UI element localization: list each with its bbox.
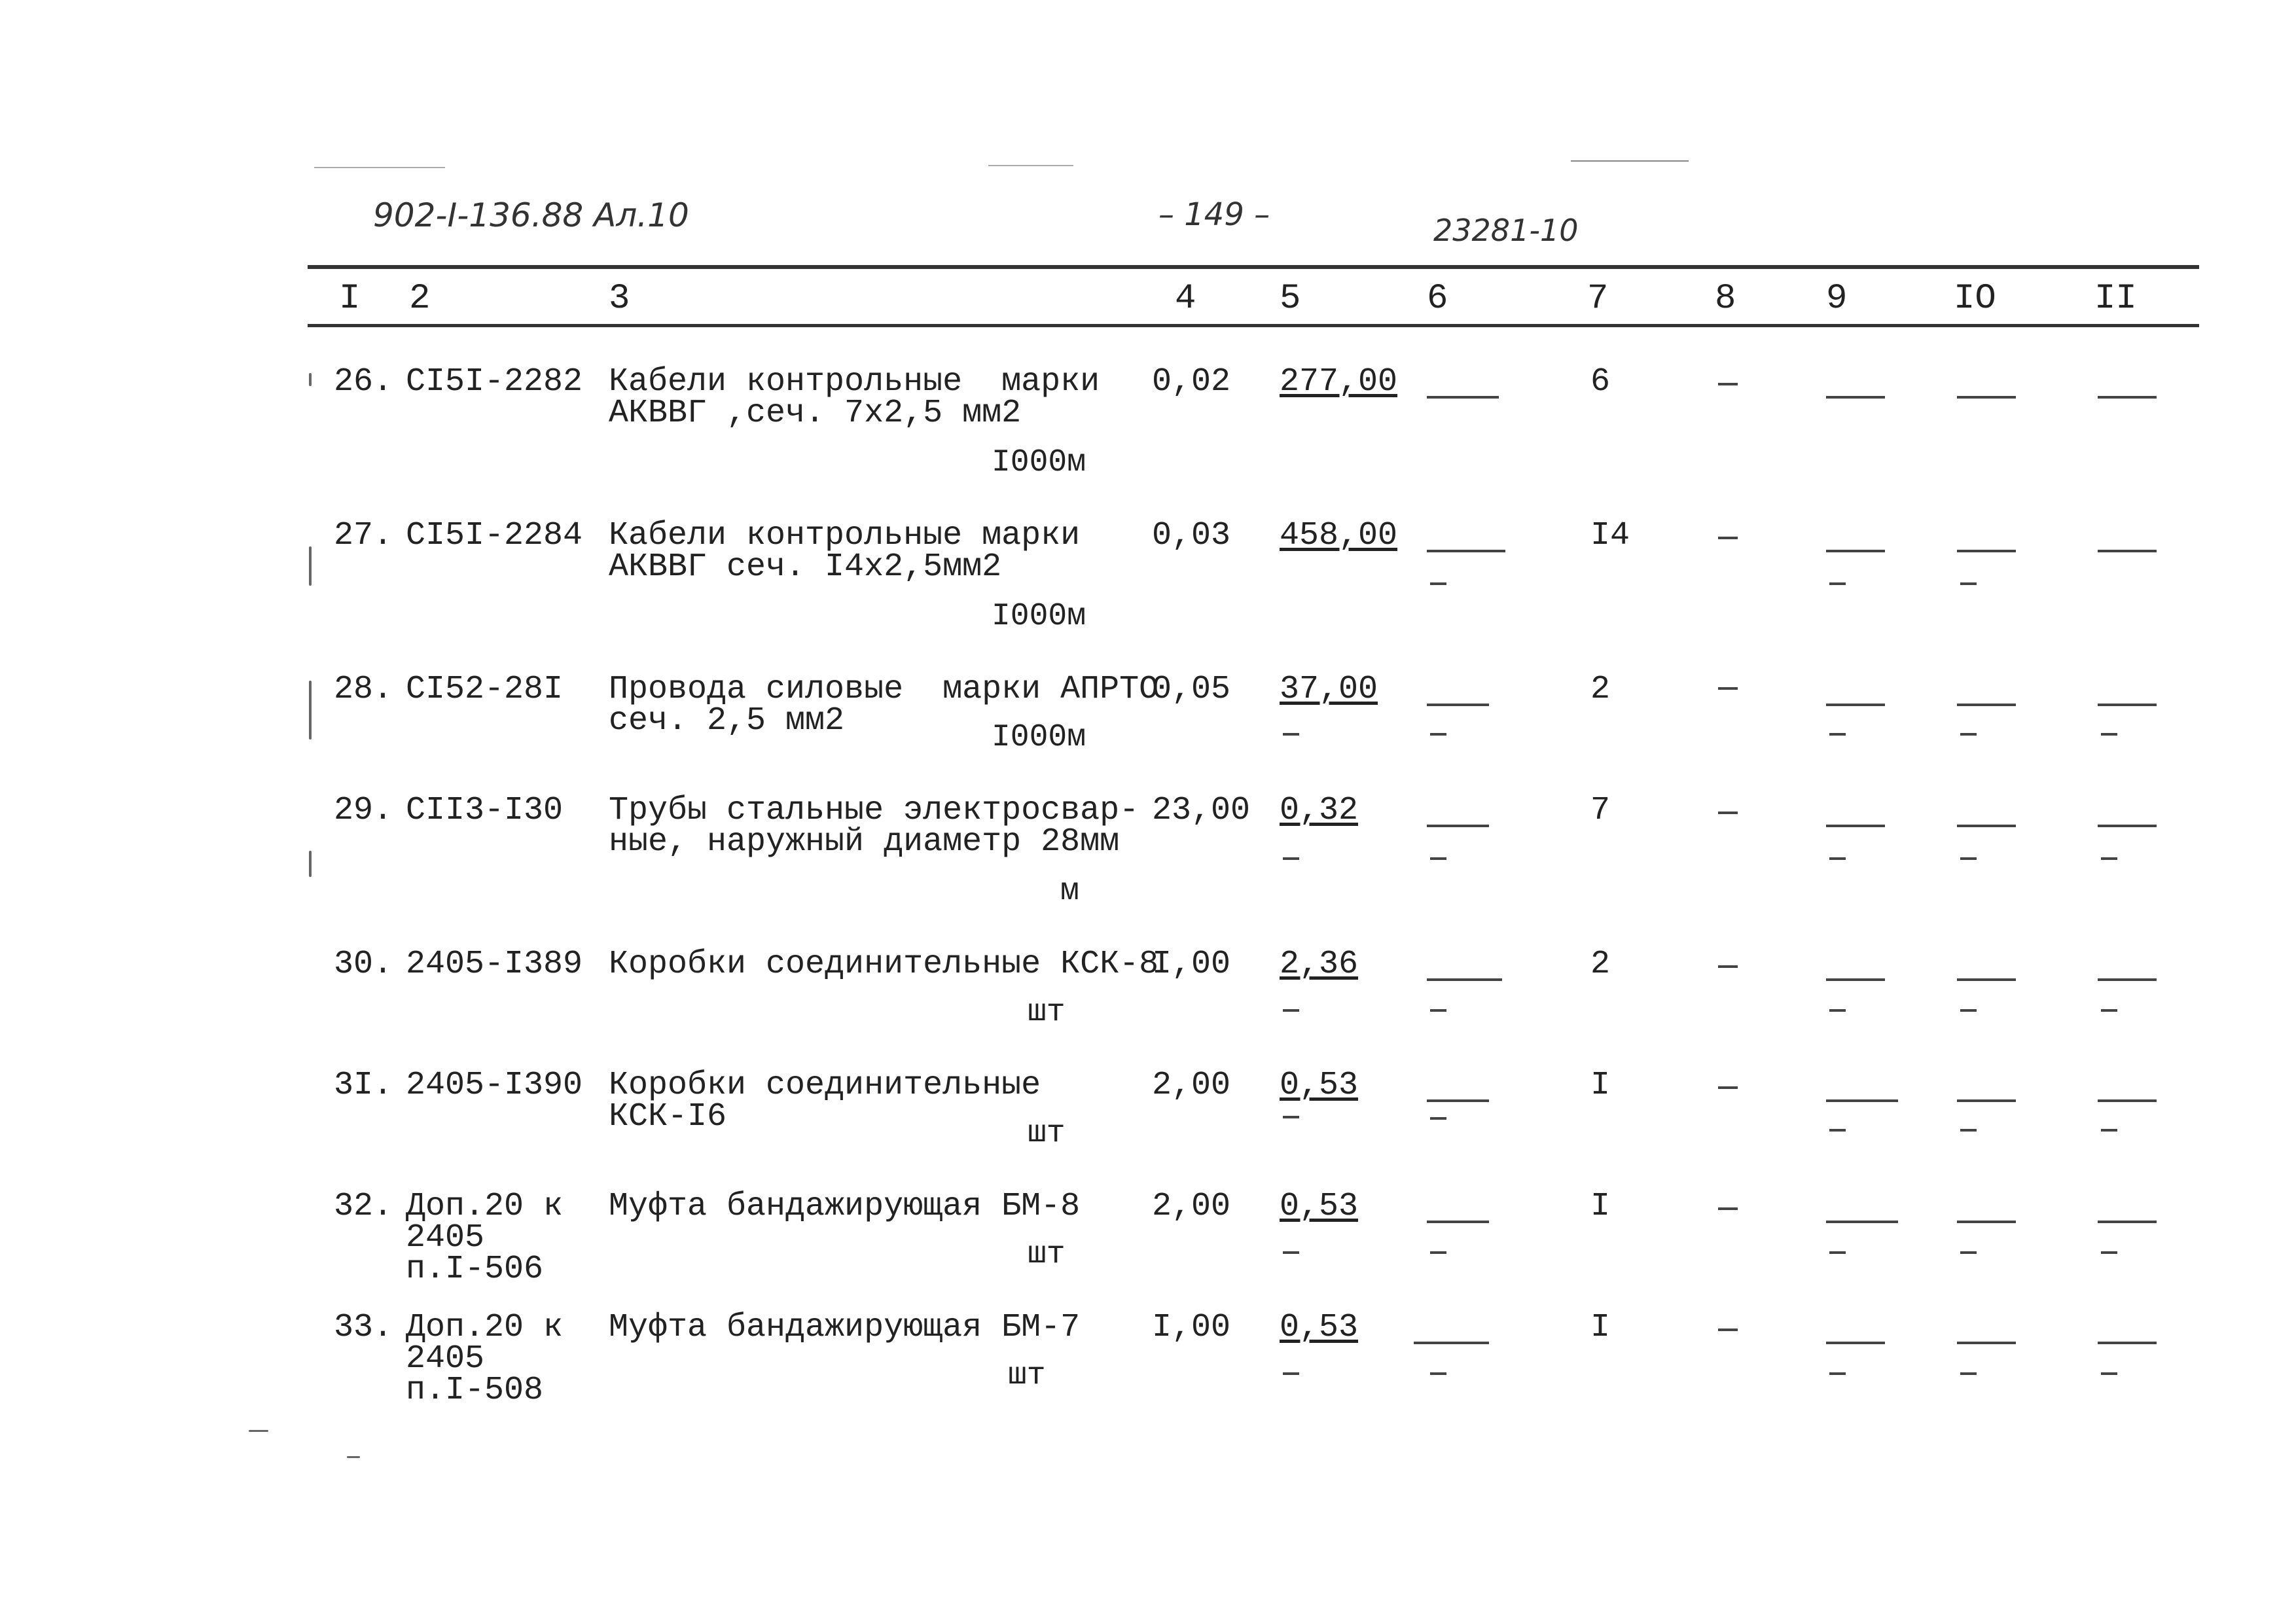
dash-col8 xyxy=(1718,537,1738,539)
top-mark xyxy=(314,167,445,168)
item-code: CI5I-2282 xyxy=(406,363,583,401)
dash-col5-lower xyxy=(1283,857,1299,860)
dash-col8 xyxy=(1718,1086,1738,1089)
row-number: 33. xyxy=(334,1309,393,1346)
norm-value: 2,00 xyxy=(1152,1067,1231,1104)
dash-col8 xyxy=(1718,383,1738,385)
table-top-rule xyxy=(308,265,2199,269)
price-value: 277,00 xyxy=(1280,363,1398,401)
item-unit: шт xyxy=(1028,1116,1066,1151)
row-number: 3I. xyxy=(334,1067,393,1104)
dash-col9 xyxy=(1826,396,1885,399)
scan-speck xyxy=(347,1456,360,1458)
dash-col5-lower xyxy=(1283,1251,1299,1254)
item-code: Доп.20 к 2405 п.I-508 xyxy=(406,1309,564,1409)
item-name: Коробки соединительные КСК-I6 xyxy=(609,1067,1041,1135)
dash-col11 xyxy=(2098,1342,2157,1344)
top-mark xyxy=(1571,160,1689,162)
dash-col10-lower xyxy=(1960,857,1977,860)
item-unit: I000м xyxy=(992,720,1086,755)
table-row xyxy=(0,946,2296,1080)
dash-col9 xyxy=(1826,978,1885,981)
dash-col11 xyxy=(2098,704,2157,706)
row-number: 29. xyxy=(334,792,393,829)
dash-col6 xyxy=(1427,978,1502,981)
column-header-2: 2 xyxy=(409,279,431,319)
top-mark xyxy=(988,165,1073,166)
dash-col10 xyxy=(1957,550,2016,552)
table-row xyxy=(0,792,2296,926)
dash-col10-lower xyxy=(1960,1009,1977,1012)
item-unit: шт xyxy=(1008,1358,1046,1393)
dash-col6-lower xyxy=(1430,857,1446,860)
dash-col10-lower xyxy=(1960,1372,1977,1375)
dash-col9 xyxy=(1826,1342,1885,1344)
table-row xyxy=(0,671,2296,805)
item-code: Доп.20 к 2405 п.I-506 xyxy=(406,1188,564,1288)
table-row xyxy=(0,517,2296,651)
item-unit: шт xyxy=(1028,995,1066,1030)
row-number: 27. xyxy=(334,517,393,554)
column-header-3: 3 xyxy=(609,279,630,319)
quantity-value: I xyxy=(1590,1309,1611,1346)
dash-col10 xyxy=(1957,396,2016,399)
dash-col11 xyxy=(2098,1221,2157,1223)
dash-col10-lower xyxy=(1960,1129,1977,1132)
quantity-value: 2 xyxy=(1590,671,1611,708)
dash-col9 xyxy=(1826,825,1885,827)
dash-col11-lower xyxy=(2101,1251,2117,1254)
column-header-4: 4 xyxy=(1175,279,1196,319)
dash-col8 xyxy=(1718,687,1738,690)
dash-col11-lower xyxy=(2101,1129,2117,1132)
dash-col6-lower xyxy=(1430,733,1446,736)
dash-col10 xyxy=(1957,978,2016,981)
price-value: 0,53 xyxy=(1280,1067,1359,1104)
column-header-8: 8 xyxy=(1715,279,1736,319)
row-number: 32. xyxy=(334,1188,393,1225)
scan-speck xyxy=(309,681,312,740)
norm-value: I,00 xyxy=(1152,946,1231,983)
dash-col5-lower xyxy=(1283,733,1299,736)
item-unit: I000м xyxy=(992,599,1086,634)
item-code: 2405-I390 xyxy=(406,1067,583,1104)
dash-col11 xyxy=(2098,825,2157,827)
dash-col11 xyxy=(2098,396,2157,399)
item-unit: I000м xyxy=(992,445,1086,480)
table-row xyxy=(0,363,2296,497)
inventory-number: 23281-10 xyxy=(1433,213,1579,248)
dash-col11 xyxy=(2098,1099,2157,1102)
scan-speck xyxy=(309,373,312,386)
dash-col9-lower xyxy=(1829,1372,1846,1375)
quantity-value: I4 xyxy=(1590,517,1630,554)
dash-col11-lower xyxy=(2101,1372,2117,1375)
dash-col10 xyxy=(1957,1099,2016,1102)
dash-col10 xyxy=(1957,1221,2016,1223)
dash-col6-lower xyxy=(1430,1251,1446,1254)
dash-col11-lower xyxy=(2101,1009,2117,1012)
dash-col11-lower xyxy=(2101,857,2117,860)
column-header-7: 7 xyxy=(1587,279,1609,319)
dash-col5-lower xyxy=(1283,1009,1299,1012)
dash-col10-lower xyxy=(1960,733,1977,736)
dash-col9-lower xyxy=(1829,857,1846,860)
norm-value: 2,00 xyxy=(1152,1188,1231,1225)
item-name: Муфта бандажирующая БМ-8 xyxy=(609,1188,1081,1225)
quantity-value: I xyxy=(1590,1188,1611,1225)
price-value: 2,36 xyxy=(1280,946,1359,983)
dash-col6 xyxy=(1427,396,1499,399)
norm-value: 0,05 xyxy=(1152,671,1231,708)
dash-col8 xyxy=(1718,1329,1738,1331)
dash-col8 xyxy=(1718,1207,1738,1210)
dash-col11 xyxy=(2098,978,2157,981)
norm-value: 0,02 xyxy=(1152,363,1231,401)
dash-col10 xyxy=(1957,825,2016,827)
norm-value: I,00 xyxy=(1152,1309,1231,1346)
price-value: 0,53 xyxy=(1280,1188,1359,1225)
item-code: CII3-I30 xyxy=(406,792,564,829)
item-code: CI52-28I xyxy=(406,671,564,708)
table-row xyxy=(0,1309,2296,1443)
dash-col6 xyxy=(1427,704,1489,706)
price-value: 0,53 xyxy=(1280,1309,1359,1346)
dash-col9-lower xyxy=(1829,733,1846,736)
quantity-value: 7 xyxy=(1590,792,1611,829)
dash-col9 xyxy=(1826,704,1885,706)
item-name: Кабели контрольные марки АКВВГ сеч. I4х2,5мм2 xyxy=(609,517,1081,586)
dash-col6 xyxy=(1427,1099,1489,1102)
row-number: 30. xyxy=(334,946,393,983)
dash-col6 xyxy=(1427,550,1505,552)
dash-col8 xyxy=(1718,812,1738,814)
row-number: 26. xyxy=(334,363,393,401)
dash-col6-lower xyxy=(1430,1117,1446,1120)
item-unit: м xyxy=(1060,874,1079,909)
dash-col9 xyxy=(1826,550,1885,552)
dash-col10 xyxy=(1957,704,2016,706)
dash-col6 xyxy=(1427,825,1489,827)
norm-value: 0,03 xyxy=(1152,517,1231,554)
dash-col9-lower xyxy=(1829,582,1846,585)
dash-col10-lower xyxy=(1960,582,1977,585)
scan-speck xyxy=(309,546,312,586)
dash-col9 xyxy=(1826,1221,1898,1223)
price-value: 0,32 xyxy=(1280,792,1359,829)
column-header-6: 6 xyxy=(1427,279,1448,319)
price-value: 37,00 xyxy=(1280,671,1378,708)
dash-col11-lower xyxy=(2101,733,2117,736)
dash-col6-lower xyxy=(1430,1009,1446,1012)
item-name: Муфта бандажирующая БМ-7 xyxy=(609,1309,1081,1346)
price-value: 458,00 xyxy=(1280,517,1398,554)
table-row xyxy=(0,1188,2296,1322)
column-header-11: II xyxy=(2094,279,2137,319)
quantity-value: I xyxy=(1590,1067,1611,1104)
dash-col10 xyxy=(1957,1342,2016,1344)
dash-col6-lower xyxy=(1430,582,1446,585)
item-code: CI5I-2284 xyxy=(406,517,583,554)
column-header-9: 9 xyxy=(1826,279,1848,319)
dash-col11 xyxy=(2098,550,2157,552)
row-number: 28. xyxy=(334,671,393,708)
item-code: 2405-I389 xyxy=(406,946,583,983)
dash-col8 xyxy=(1718,965,1738,968)
dash-col6 xyxy=(1414,1342,1489,1344)
table-row xyxy=(0,1067,2296,1201)
dash-col5-lower xyxy=(1283,1372,1299,1375)
quantity-value: 6 xyxy=(1590,363,1611,401)
dash-col9 xyxy=(1826,1099,1898,1102)
dash-col5-lower xyxy=(1283,1116,1299,1118)
item-unit: шт xyxy=(1028,1237,1066,1272)
dash-col6 xyxy=(1427,1221,1489,1223)
scan-speck xyxy=(309,851,312,877)
dash-col9-lower xyxy=(1829,1009,1846,1012)
page-number: – 149 – xyxy=(1158,196,1270,233)
column-header-10: IO xyxy=(1954,279,1996,319)
dash-col6-lower xyxy=(1430,1372,1446,1375)
dash-col9-lower xyxy=(1829,1129,1846,1132)
column-header-1: I xyxy=(339,279,361,319)
quantity-value: 2 xyxy=(1590,946,1611,983)
scan-speck xyxy=(249,1430,268,1432)
item-name: Кабели контрольные марки АКВВГ ,сеч. 7х2,5 мм2 xyxy=(609,363,1100,432)
dash-col9-lower xyxy=(1829,1251,1846,1254)
document-code: 902-I-136.88 Ал.10 xyxy=(373,196,689,234)
item-name: Коробки соединительные КСК-8 xyxy=(609,946,1159,983)
column-header-5: 5 xyxy=(1280,279,1301,319)
table-header-rule xyxy=(308,324,2199,327)
dash-col10-lower xyxy=(1960,1251,1977,1254)
norm-value: 23,00 xyxy=(1152,792,1251,829)
item-name: Провода силовые марки АПРТО сеч. 2,5 мм2 xyxy=(609,671,1159,740)
item-name: Трубы стальные электросвар- ные, наружный диаметр 28мм xyxy=(609,792,1139,861)
